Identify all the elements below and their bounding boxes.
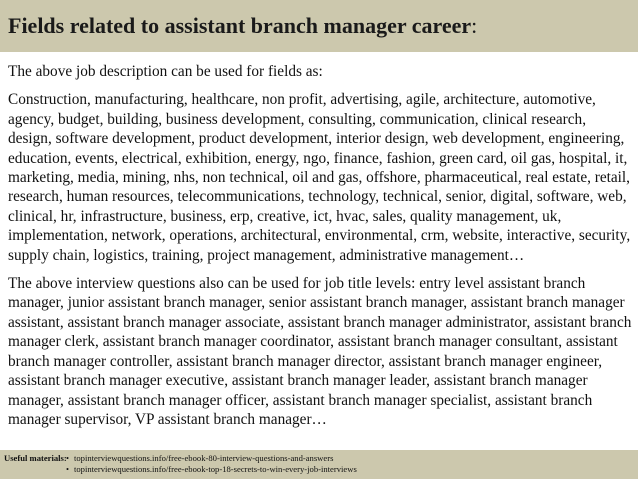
useful-materials bbox=[4, 453, 638, 474]
footer-link-item bbox=[63, 453, 357, 464]
footer-label: Useful materials bbox=[4, 453, 64, 463]
title-bar bbox=[0, 0, 638, 52]
footer-label-wrap bbox=[4, 453, 66, 474]
page-title: Fields related to assistant branch manager career bbox=[8, 13, 472, 38]
footer-link-item bbox=[66, 464, 357, 475]
content-body bbox=[8, 62, 632, 429]
fields-paragraph: Construction, manufacturing, healthcare, non profit, advertising, agile, architecture, automotive, agency, budget, building, business development, consulting, communication, clinical research, design, software development, product development, interior design, web development, engineering, education, events, electrical, exhibition, energy, ngo, finance, fashion, green card, oil gas, hospital, it, marketing, media, mining, nhs, non technical, oil and gas, offshore, pharmaceutical, real estate, retail, research, human resources, telecommunications, technology, technical, senior, digital, software, web, clinical, hr, infrastructure, business, erp, creative, ict, hvac, sales, quality management, uk, implementation, network, operations, architectural, environmental, crm, website, interactive, security, supply chain, logistics, training, project management, administrative management… bbox=[8, 91, 631, 264]
intro-paragraph: The above job description can be used for fields as: bbox=[8, 63, 323, 80]
footer-separator: : bbox=[63, 453, 67, 463]
link-ebook-80-questions[interactable]: topinterviewquestions.info/free-ebook-80-interview-questions-and-answers bbox=[74, 453, 334, 463]
job-levels-paragraph: The above interview questions also can be used for job title levels: entry level assistant branch manager, junior assistant branch manager, senior assistant branch manager, assistant branch manager assistant, assistant branch manager associate, assistant branch manager administrator, assistant branch manager clerk, assistant branch manager coordinator, assistant branch manager consultant, assistant branch manager controller, assistant branch manager director, assistant branch manager engineer, assistant branch manager executive, assistant branch manager leader, assistant branch manager manager, assistant branch manager officer, assistant branch manager specialist, assistant branch manager supervisor, VP assistant branch manager… bbox=[8, 275, 632, 428]
bullet-icon: • bbox=[66, 453, 70, 463]
bullet-icon: • bbox=[66, 463, 70, 474]
footer-bar bbox=[0, 450, 638, 479]
footer-links bbox=[63, 453, 357, 474]
title-colon: : bbox=[471, 13, 478, 38]
link-ebook-18-secrets[interactable]: topinterviewquestions.info/free-ebook-top-18-secrets-to-win-every-job-interviews bbox=[74, 463, 357, 474]
